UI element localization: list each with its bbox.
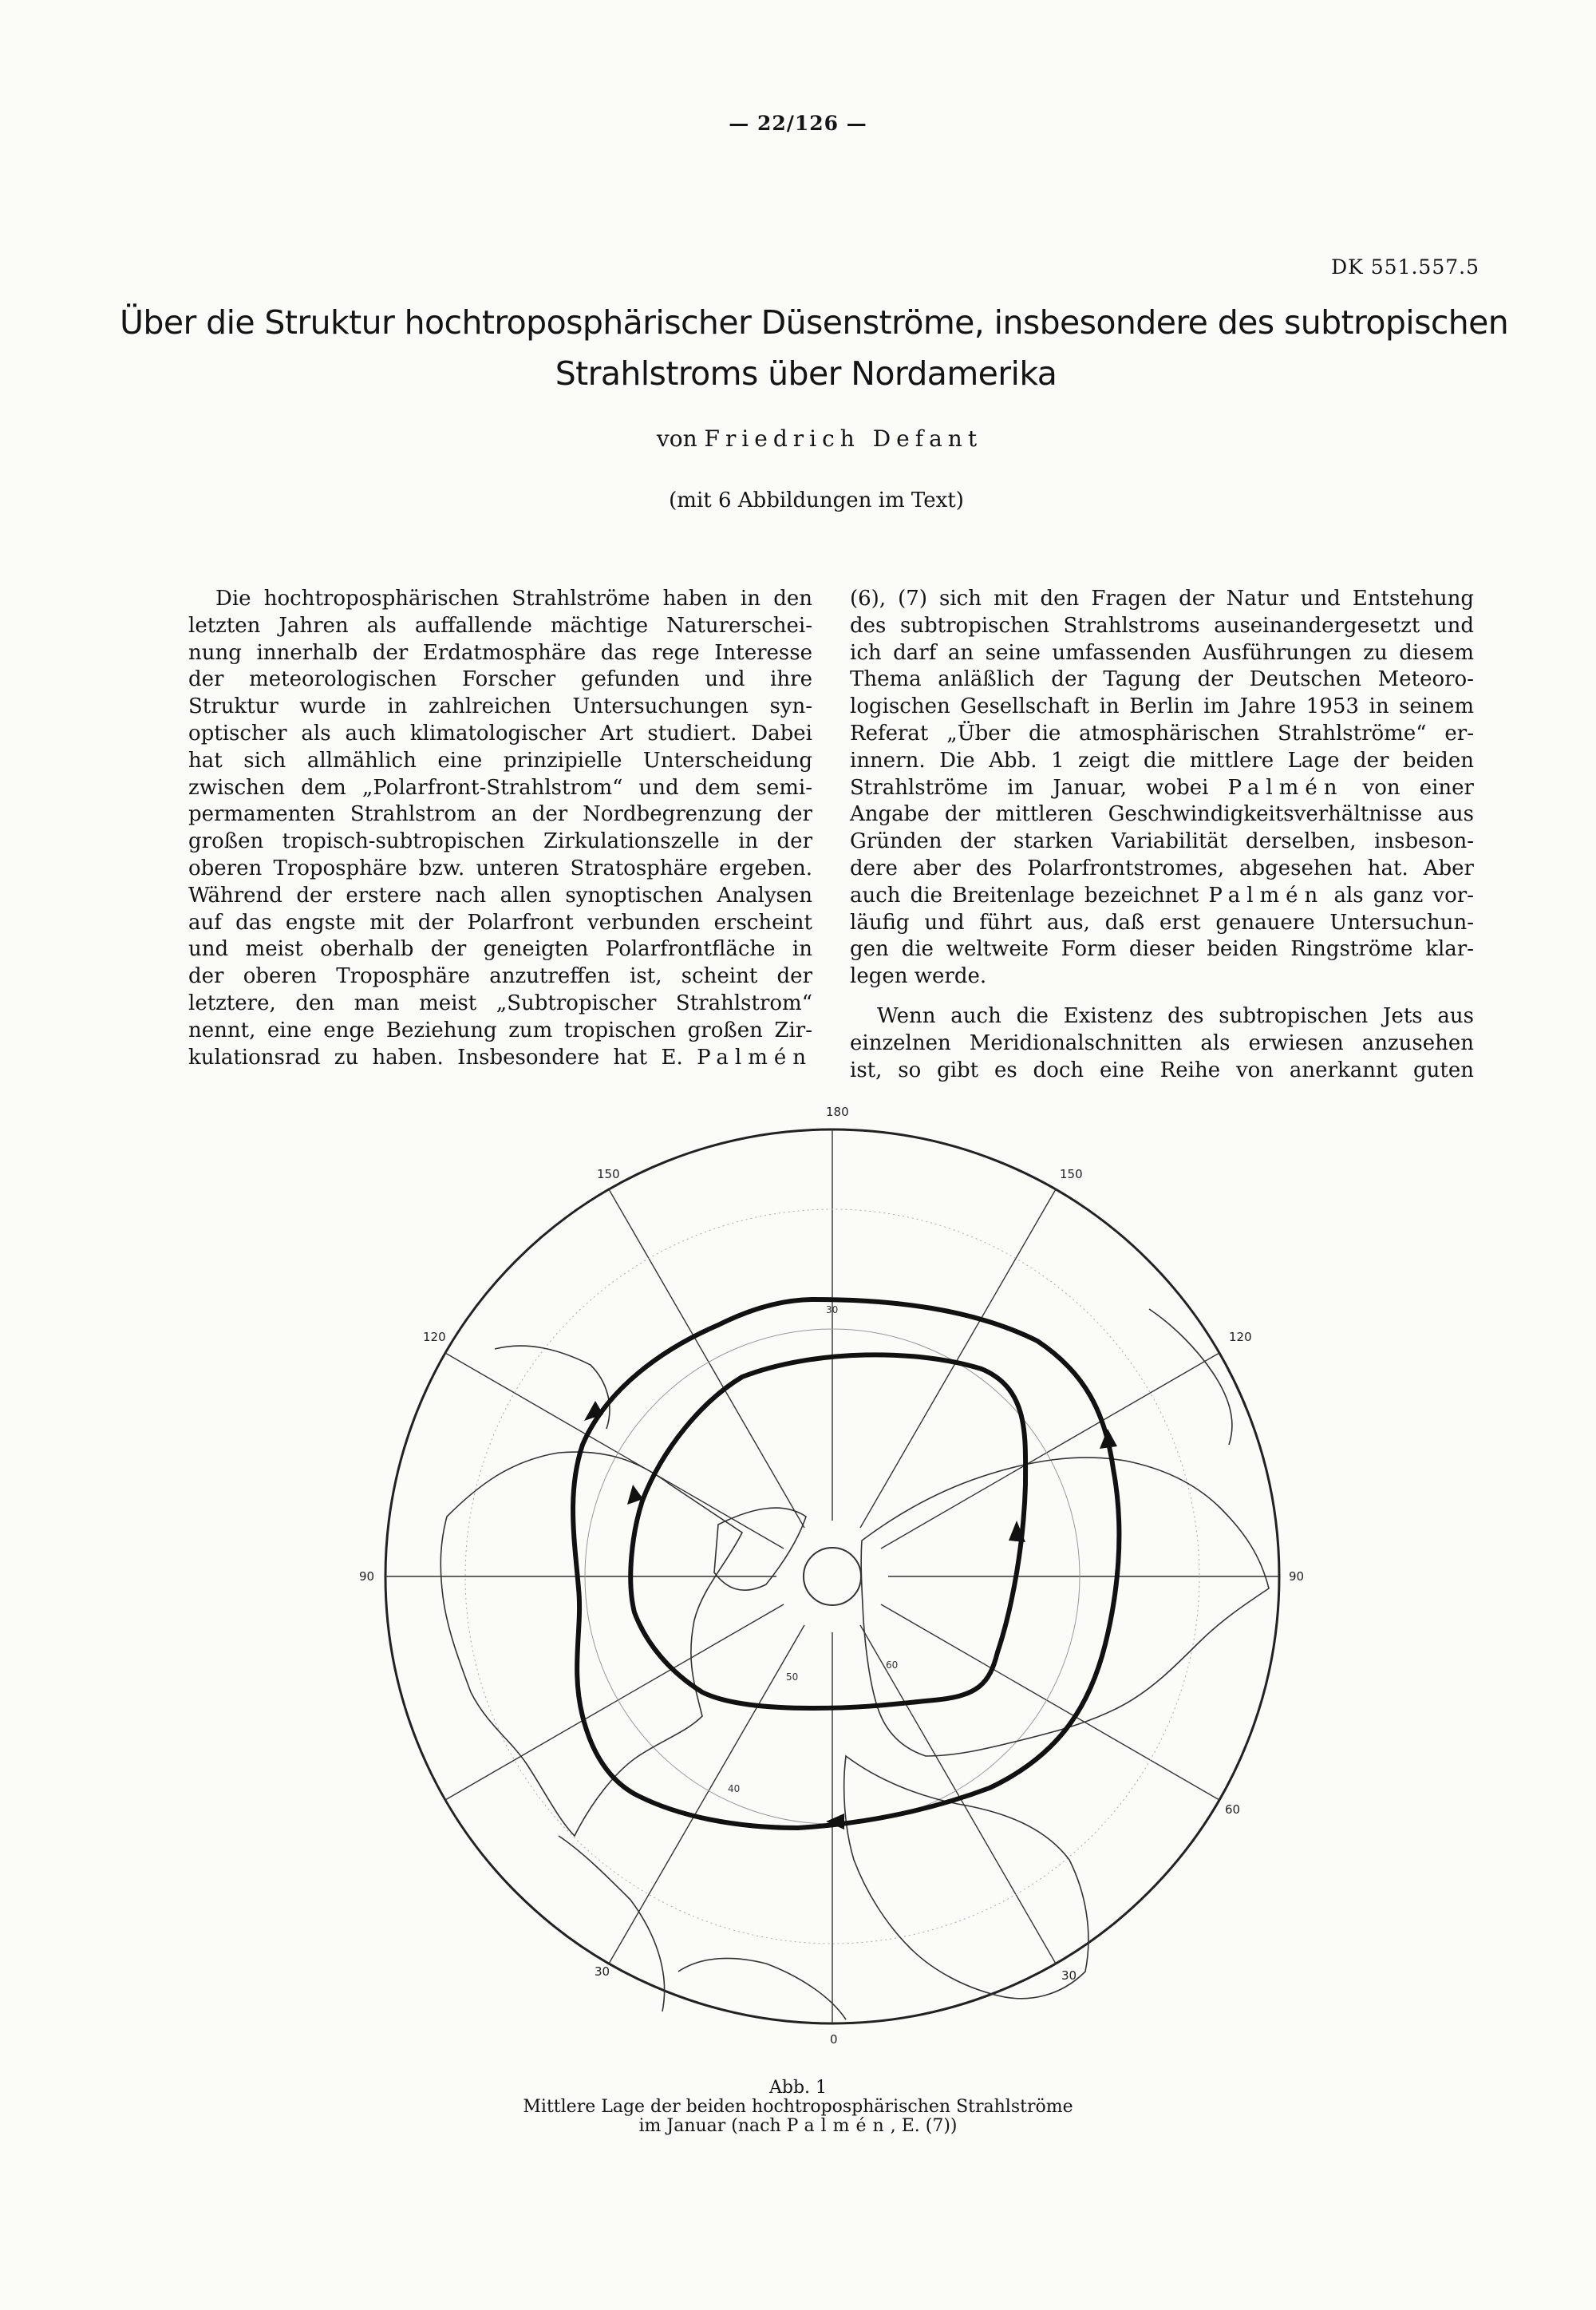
label-lat-30: 30 — [826, 1304, 839, 1315]
text-fragment: als ganz vor- — [1333, 883, 1474, 908]
body-column-right — [850, 586, 1474, 1084]
text-line: der meteorologischen Forscher gefunden und ihre — [188, 667, 812, 692]
south-atlantic-coast — [678, 1958, 846, 2019]
text-line: ist, so gibt es doch eine Reihe von anerkannt guten — [850, 1058, 1474, 1082]
caption-fragment: im Januar (nach — [638, 2116, 781, 2136]
figure-caption — [0, 2079, 1596, 2136]
flow-arrows — [584, 1401, 1117, 1829]
figures-note: (mit 6 Abbildungen im Text) — [669, 489, 964, 512]
text-line: Angabe der mittleren Geschwindigkeitsverhältnisse aus — [850, 802, 1474, 827]
caption-line-2 — [0, 2117, 1596, 2136]
label-150e: 150 — [1060, 1167, 1083, 1181]
label-lat-60: 60 — [886, 1659, 899, 1671]
byline-prefix: von — [656, 425, 697, 452]
page-number: — 22/126 — — [729, 112, 867, 135]
text-line: nennt, eine enge Beziehung zum tropischen großen Zir- — [188, 1018, 812, 1042]
author-name: Friedrich Defant — [704, 425, 983, 452]
body-column-left — [188, 586, 812, 1071]
text-line: Während der erstere nach allen synoptischen Analysen — [188, 883, 812, 908]
text-line: Gründen der starken Variabilität derselben, insbeson- — [850, 829, 1474, 854]
text-line: einzelnen Meridionalschnitten als erwiesen anzusehen — [850, 1030, 1474, 1055]
text-line: Referat „Über die atmosphärischen Strahlströme“ er- — [850, 721, 1474, 746]
text-line: Struktur wurde in zahlreichen Untersuchungen syn- — [188, 694, 812, 719]
label-60e: 60 — [1225, 1802, 1241, 1817]
text-line: großen tropisch-subtropischen Zirkulationszelle in der — [188, 829, 812, 854]
text-fragment: von einer — [1362, 775, 1474, 800]
meridian-150w — [609, 1189, 804, 1528]
text-line: innern. Die Abb. 1 zeigt die mittlere Lage der beiden — [850, 748, 1474, 773]
label-180: 180 — [826, 1105, 849, 1119]
text-line: optischer als auch klimatologischer Art studiert. Dabei — [188, 721, 812, 746]
author-reference: Palmén — [786, 2116, 891, 2136]
meridian-120e — [881, 1353, 1219, 1549]
label-90w: 90 — [359, 1569, 375, 1584]
label-120w: 120 — [423, 1330, 446, 1344]
latitude-labels — [728, 1304, 898, 1794]
label-lat-50: 50 — [786, 1671, 799, 1683]
title-line-2: Strahlstroms über Nordamerika — [555, 354, 1057, 393]
text-line: der oberen Troposphäre anzutreffen ist, scheint der — [188, 964, 812, 989]
author-byline — [0, 425, 1596, 452]
text-line: letzten Jahren als auffallende mächtige Naturerschei- — [188, 613, 812, 638]
author-reference: Palmén — [1208, 883, 1325, 908]
text-line: letztere, den man meist „Subtropischer Strahlstrom“ — [188, 991, 812, 1015]
meridian-30e — [860, 1625, 1056, 1964]
text-fragment: Strahlströme im Januar, wobei — [850, 775, 1209, 800]
label-0: 0 — [830, 2032, 838, 2047]
title-line-1: Über die Struktur hochtroposphärischer Düsenströme, insbesondere des subtropischen — [120, 303, 1509, 342]
article-title — [120, 297, 1509, 399]
label-lat-40: 40 — [728, 1783, 741, 1794]
text-line: läufig und führt aus, daß erst genauere Untersuchun- — [850, 910, 1474, 935]
text-line: nung innerhalb der Erdatmosphäre das rege Interesse — [188, 640, 812, 665]
arrow-marker — [1100, 1429, 1117, 1449]
text-line: und meist oberhalb der geneigten Polarfrontfläche in — [188, 937, 812, 962]
text-fragment: auch die Breitenlage bezeichnet — [850, 883, 1199, 908]
arrow-marker — [584, 1401, 603, 1421]
africa-coast — [844, 1756, 1088, 1999]
text-line: permamenten Strahlstrom an der Nordbegrenzung der — [188, 802, 812, 827]
text-line: Thema anläßlich der Tagung der Deutschen Meteoro- — [850, 667, 1474, 692]
greenland-coast — [714, 1508, 806, 1590]
label-90e: 90 — [1289, 1569, 1305, 1584]
east-asia-coast — [1149, 1309, 1232, 1445]
text-line: dere aber des Polarfrontstromes, abgesehen hat. Aber — [850, 856, 1474, 880]
text-line: auf das engste mit der Polarfront verbunden erscheint — [188, 910, 812, 935]
text-line: logischen Gesellschaft in Berlin im Jahre 1953 in seinem — [850, 694, 1474, 719]
coastlines — [440, 1309, 1269, 2019]
label-30e: 30 — [1061, 1968, 1077, 1983]
label-30w: 30 — [595, 1964, 610, 1979]
text-line: oberen Troposphäre bzw. unteren Stratosphäre ergeben. — [188, 856, 812, 880]
label-150w: 150 — [597, 1167, 620, 1181]
north-america-coast — [440, 1452, 742, 1836]
caption-line-1: Mittlere Lage der beiden hochtroposphärischen Strahlströme — [523, 2097, 1073, 2117]
text-line: legen werde. — [850, 964, 987, 989]
text-line — [850, 775, 1474, 802]
label-120e: 120 — [1229, 1330, 1252, 1344]
text-line: des subtropischen Strahlstroms auseinandergesetzt und — [850, 613, 1474, 638]
text-fragment: kulationsrad zu haben. Insbesondere hat E. — [188, 1045, 683, 1070]
text-line — [850, 883, 1474, 910]
author-reference: Palmén — [1227, 775, 1344, 800]
text-line: zwischen dem „Polarfront-Strahlstrom“ und dem semi- — [188, 775, 812, 800]
text-line — [188, 1045, 812, 1072]
polar-front-jet — [630, 1355, 1025, 1708]
caption-fragment: , E. (7)) — [890, 2116, 958, 2136]
caption-label: Abb. 1 — [768, 2078, 828, 2098]
text-line: hat sich allmählich eine prinzipielle Unterscheidung — [188, 748, 812, 773]
pole-circle — [804, 1548, 861, 1605]
text-line: Wenn auch die Existenz des subtropischen Jets aus — [877, 1003, 1474, 1028]
polar-jet-stream-map — [335, 1094, 1333, 2059]
text-line: ich darf an seine umfassenden Ausführungen zu diesem — [850, 640, 1474, 665]
author-reference: Palmén — [697, 1045, 812, 1070]
text-line: gen die weltweite Form dieser beiden Ringströme klar- — [850, 937, 1474, 962]
udc-classification: DK 551.557.5 — [1331, 255, 1479, 279]
text-line: (6), (7) sich mit den Fragen der Natur und Entstehung — [850, 587, 1474, 611]
text-line: Die hochtroposphärischen Strahlströme haben in den — [215, 587, 812, 611]
